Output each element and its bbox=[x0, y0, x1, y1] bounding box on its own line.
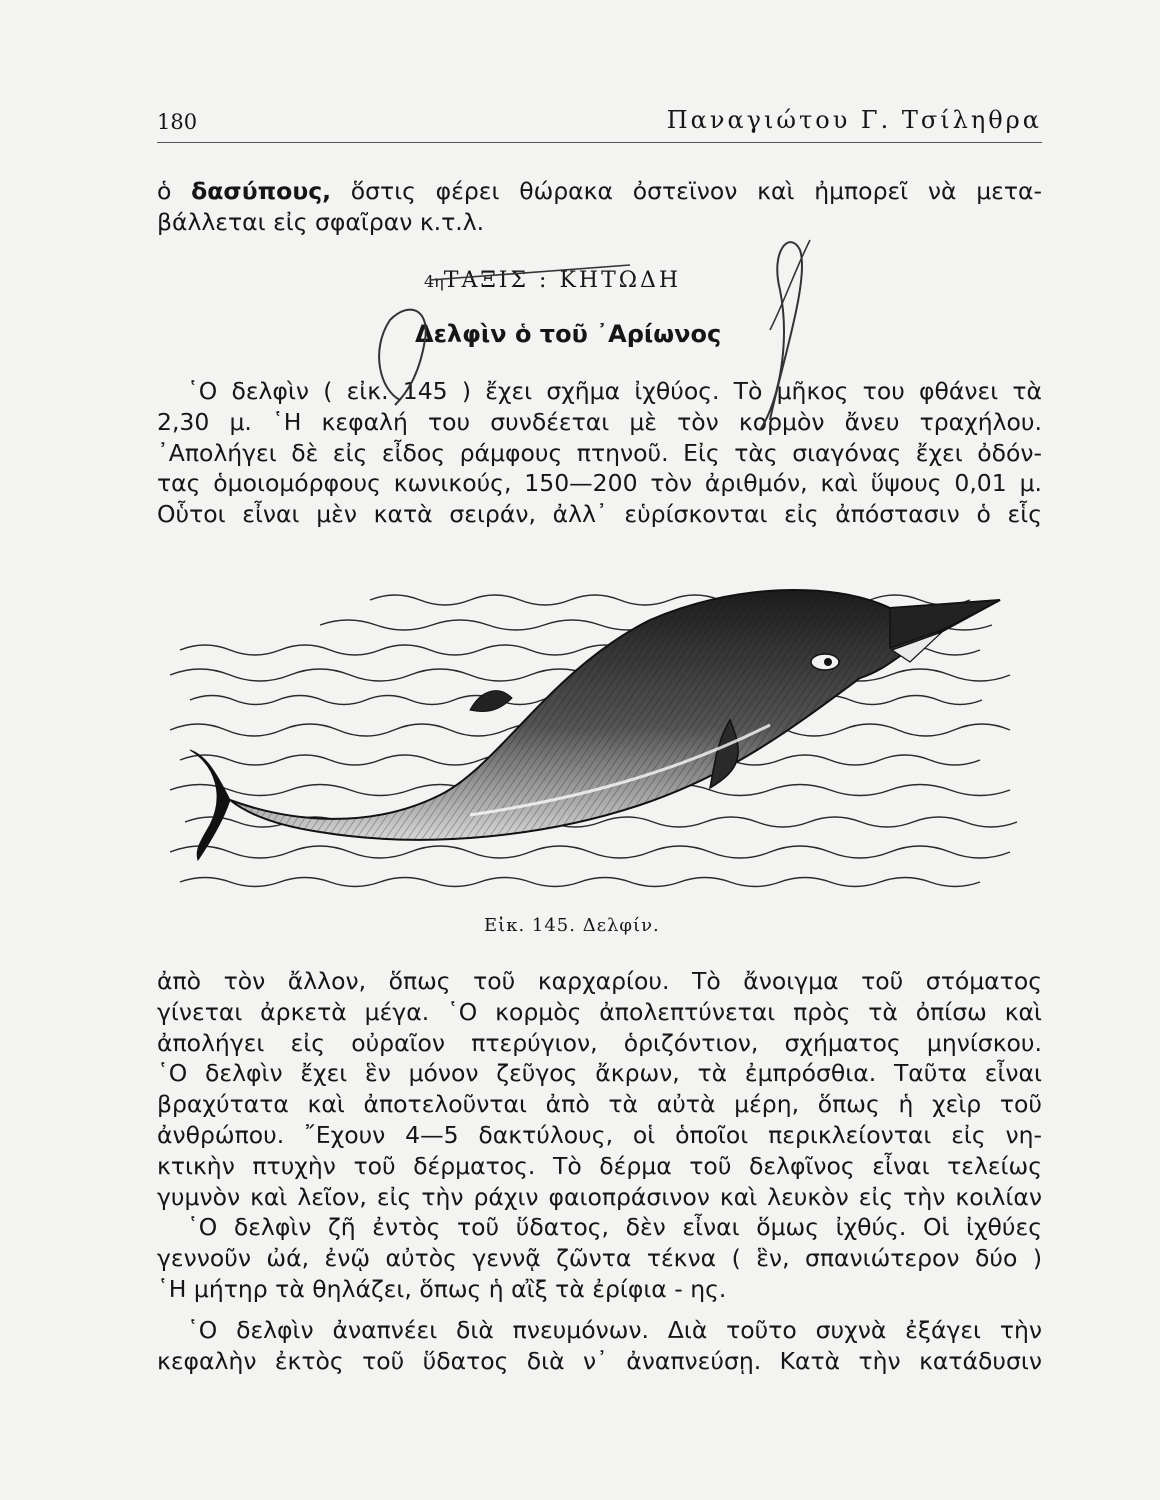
text-line: τας ὁμοιομόρφους κωνικούς, 150—200 τὸν ἀριθμόν, καὶ ὕψους 0,01 μ. bbox=[157, 469, 1042, 498]
text-line: ἀπὸ τὸν ἄλλον, ὅπως τοῦ καρχαρίου. Τὸ ἄνοιγμα τοῦ στόματος bbox=[157, 967, 1042, 995]
text-line: Οὗτοι εἶναι μὲν κατὰ σειράν, ἀλλ᾿ εὑρίσκονται εἰς ἀπόστασιν ὁ εἷς bbox=[157, 500, 1042, 529]
bold-term: δασύπους, bbox=[191, 177, 332, 205]
text-line: ὁ δασύπους, ὅστις φέρει θώρακα ὀστεϊνον καὶ ἠμπορεῖ νὰ μετα- bbox=[157, 177, 1042, 205]
text-line: ῾Ο δελφὶν ( εἰκ. 145 ) ἔχει σχῆμα ἰχθύος. Τὸ μῆκος του φθάνει τὰ bbox=[187, 377, 1042, 405]
text-line: ῾Η μήτηρ τὰ θηλάζει, ὅπως ἡ αἲξ τὰ ἐρίφια - ης. bbox=[157, 1274, 727, 1303]
text-line: ἀνθρώπου. ῎Εχουν 4—5 δακτύλους, οἱ ὁποῖοι περικλείονται εἰς νη- bbox=[157, 1120, 1042, 1149]
paragraph-4 bbox=[157, 1315, 1042, 1377]
text-line: βραχύτατα καὶ ἀποτελοῦνται ἀπὸ τὰ αὐτὰ μέρη, ὅπως ἡ χεὶρ τοῦ bbox=[157, 1090, 1042, 1119]
paragraph-3 bbox=[157, 1212, 1042, 1304]
text-line: 2,30 μ. ῾Η κεφαλή του συνδέεται μὲ τὸν κορμὸν ἄνευ τραχήλου. bbox=[157, 407, 1042, 436]
text-line: γίνεται ἀρκετὰ μέγα. ῾Ο κορμὸς ἀπολεπτύνεται πρὸς τὰ ὀπίσω καὶ bbox=[157, 997, 1042, 1026]
dolphin-illustration bbox=[170, 560, 1020, 910]
paragraph-2 bbox=[157, 966, 1042, 1212]
text-line: βάλλεται εἰς σφαῖραν κ.τ.λ. bbox=[157, 207, 485, 236]
running-title: Παναγιώτου Γ. Τσίληθρα bbox=[666, 106, 1042, 134]
figure-caption: Εἰκ. 145. Δελφίν. bbox=[484, 915, 660, 936]
text-line: γεννοῦν ὠά, ἐνῷ αὐτὸς γεννᾷ ζῶντα τέκνα ( ἓν, σπανιώτερον δύο ) bbox=[157, 1243, 1042, 1272]
order-number: 4η bbox=[424, 272, 444, 291]
text-line: ῾Ο δελφὶν ζῆ ἐντὸς τοῦ ὕδατος, δὲν εἶναι ὅμως ἰχθύς. Οἱ ἰχθύες bbox=[187, 1213, 1042, 1241]
text-line: ᾿Απολήγει δὲ εἰς εἶδος ράμφους πτηνοῦ. Εἰς τὰς σιαγόνας ἔχει ὀδόν- bbox=[157, 438, 1042, 467]
text-line: ῾Ο δελφὶν ἀναπνέει διὰ πνευμόνων. Διὰ τοῦτο συχνὰ ἐξάγει τὴν bbox=[187, 1316, 1042, 1344]
intro-paragraph bbox=[157, 176, 1042, 238]
text-line: ἀπολήγει εἰς οὐραῖον πτερύγιον, ὁριζόντιον, σχήματος μηνίσκου. bbox=[157, 1028, 1042, 1057]
text-line: κεφαλὴν ἐκτὸς τοῦ ὕδατος διὰ ν᾿ ἀναπνεύσῃ. Κατὰ τὴν κατάδυσιν bbox=[157, 1346, 1042, 1375]
paragraph-1 bbox=[157, 376, 1042, 530]
order-heading bbox=[424, 268, 681, 293]
order-title: ΤΑΞΙΣ : ΚΗΤΩΔΗ bbox=[443, 268, 682, 293]
page-header bbox=[157, 104, 1042, 140]
section-heading: Δελφὶν ὁ τοῦ ᾿Αρίωνος bbox=[415, 320, 722, 348]
page-number: 180 bbox=[157, 110, 198, 134]
text-line: κτικὴν πτυχὴν τοῦ δέρματος. Τὸ δέρμα τοῦ δελφῖνος εἶναι τελείως bbox=[157, 1151, 1042, 1180]
text-line: ῾Ο δελφὶν ἔχει ἓν μόνον ζεῦγος ἄκρων, τὰ ἐμπρόσθια. Ταῦτα εἶναι bbox=[157, 1059, 1042, 1088]
text-line: γυμνὸν καὶ λεῖον, εἰς τὴν ράχιν φαιοπράσινον καὶ λευκὸν εἰς τὴν κοιλίαν bbox=[157, 1182, 1042, 1211]
header-rule bbox=[157, 142, 1042, 143]
